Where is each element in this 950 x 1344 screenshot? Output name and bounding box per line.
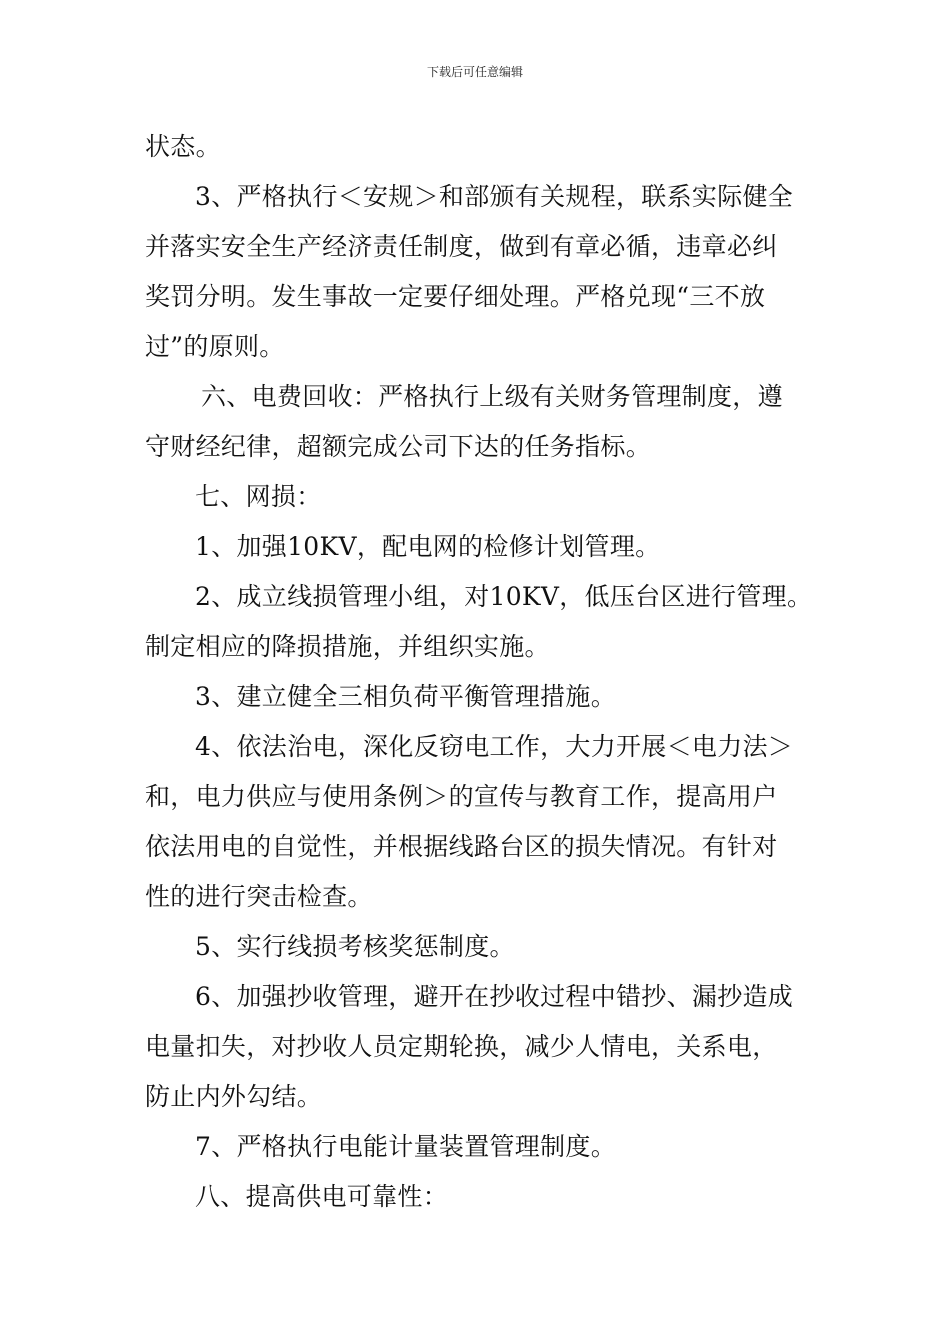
text-line: 1、加强10KV，配电网的检修计划管理。 — [195, 532, 661, 561]
text-line: 7、严格执行电能计量装置管理制度。 — [195, 1132, 617, 1161]
text-line: 6、加强抄收管理，避开在抄收过程中错抄、漏抄造成 — [195, 982, 794, 1011]
text-line: 状态。 — [145, 132, 221, 161]
text-line: 电量扣失，对抄收人员定期轮换，减少人情电，关系电， — [145, 1032, 778, 1061]
page-header: 下载后可任意编辑 — [426, 65, 523, 79]
text-line: 3、建立健全三相负荷平衡管理措施。 — [195, 682, 617, 711]
text-line: 2、成立线损管理小组，对10KV，低压台区进行管理。 — [195, 582, 813, 611]
text-line: 守财经纪律，超额完成公司下达的任务指标。 — [145, 432, 652, 461]
section-heading: 八、提高供电可靠性： — [195, 1182, 449, 1211]
section-heading: 七、网损： — [195, 482, 322, 511]
text-line: 4、依法治电，深化反窃电工作，大力开展＜电力法＞ — [195, 732, 794, 761]
text-line: 防止内外勾结。 — [145, 1082, 323, 1111]
text-line: 六、电费回收：严格执行上级有关财务管理制度，遵 — [201, 382, 783, 411]
text-line: 性的进行突击检查。 — [145, 882, 373, 911]
document-body — [145, 122, 813, 1222]
text-line: 并落实安全生产经济责任制度，做到有章必循，违章必纠 — [145, 232, 778, 261]
text-line: 3、严格执行＜安规＞和部颁有关规程，联系实际健全 — [195, 182, 794, 211]
text-line: 制定相应的降损措施，并组织实施。 — [145, 632, 550, 661]
text-line: 5、实行线损考核奖惩制度。 — [195, 932, 515, 961]
text-line: 依法用电的自觉性，并根据线路台区的损失情况。有针对 — [145, 832, 778, 861]
text-line: 过”的原则。 — [145, 332, 285, 361]
text-line: 奖罚分明。发生事故一定要仔细处理。严格兑现“三不放 — [145, 282, 766, 311]
text-line: 和，电力供应与使用条例＞的宣传与教育工作，提高用户 — [145, 782, 778, 811]
